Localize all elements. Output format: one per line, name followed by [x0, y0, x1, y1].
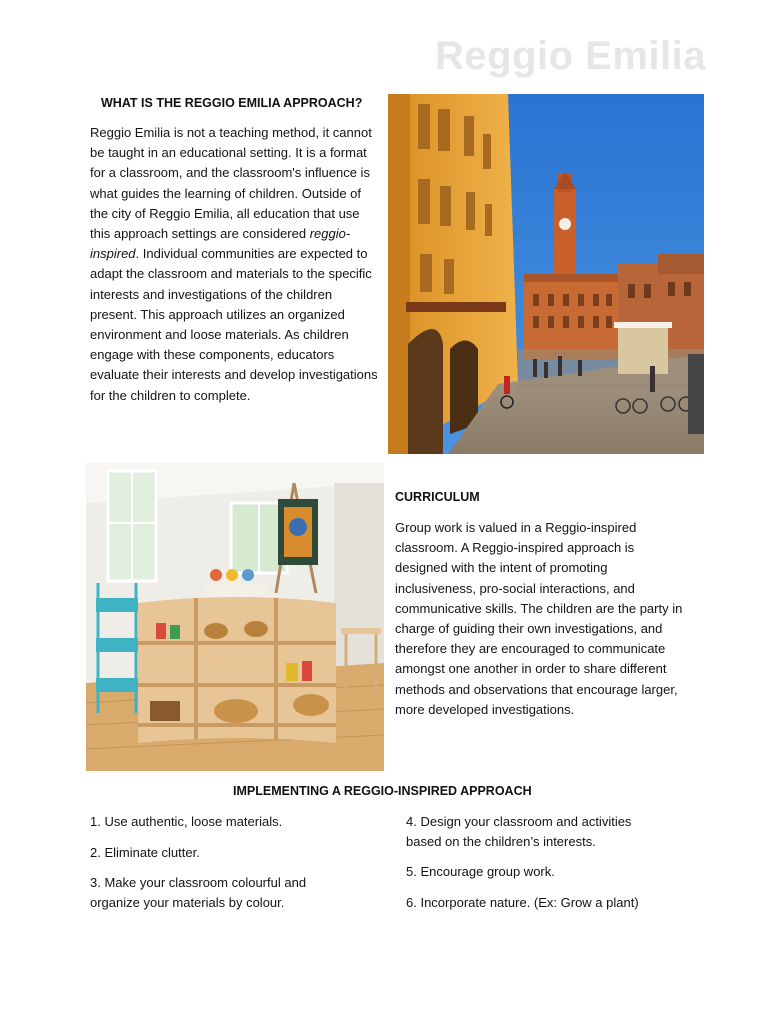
body-text: Reggio Emilia is not a teaching method, it cannot be taught in an educational setting. It is a format for a classroom, and the classroom's influence is what guides the learning of children. Outside of the city of Reggio Emilia, all education that use this approach settings are considered — [90, 125, 372, 242]
watermark-title: Reggio Emilia — [435, 34, 706, 78]
implementing-list-right — [406, 812, 668, 923]
section-heading-implementing: IMPLEMENTING A REGGIO-INSPIRED APPROACH — [233, 784, 532, 798]
section-body-what-is — [90, 123, 380, 406]
street-photo — [388, 94, 704, 454]
list-item: 3. Make your classroom colourful and organize your materials by colour. — [90, 875, 307, 910]
section-body-curriculum: Group work is valued in a Reggio-inspired classroom. A Reggio-inspired approach is designed with the intent of promoting inclusiveness, pro-social interactions, and communicative skills. The children are the party in charge of guiding their own investigations, and therefore they are encouraged to communicate amongst one another in order to share different methods and observations that encourage larger, more developed investigations. — [395, 520, 683, 717]
list-item: 4. Design your classroom and activities based on the children’s interests. — [406, 814, 632, 849]
list-item: 2. Eliminate clutter. — [90, 844, 200, 860]
section-heading-what-is: WHAT IS THE REGGIO EMILIA APPROACH? — [101, 96, 363, 110]
section-heading-curriculum: CURRICULUM — [395, 490, 480, 504]
italic-term: reggio-inspired — [90, 226, 351, 262]
list-item: 1. Use authentic, loose materials. — [90, 814, 283, 829]
classroom-photo — [86, 463, 384, 771]
implementing-list-left — [90, 812, 346, 923]
body-text-cont: . Individual communities are expected to adapt the classroom and materials to the specific interests and investigations of the children present. This approach utilizes an organized environment and loose materials. As children engage with these components, educators evaluate their interests and develop investigations for the children to complete. — [90, 246, 378, 403]
list-item: 6. Incorporate nature. (Ex: Grow a plant) — [406, 894, 639, 910]
list-item: 5. Encourage group work. — [406, 864, 555, 879]
